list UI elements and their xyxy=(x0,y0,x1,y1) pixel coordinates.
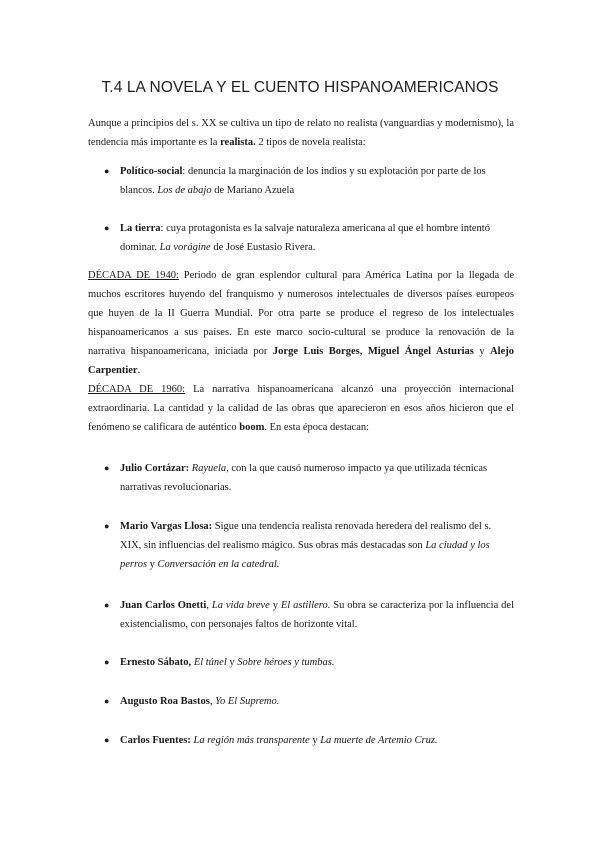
author-name: Mario Vargas Llosa: xyxy=(120,521,213,532)
list-item-political xyxy=(120,162,514,200)
work-title: La ciudad y los perros xyxy=(120,540,490,570)
work-title: El túnel xyxy=(191,657,227,668)
work-title: La región más transparente xyxy=(190,735,310,746)
work-title: La muerte de Artemio Cruz. xyxy=(320,735,438,746)
work-title: El astillero. xyxy=(280,600,331,611)
author-name: Alejo Carpentier xyxy=(88,346,515,376)
author-text: y xyxy=(147,559,158,570)
intro-text-end: 2 tipos de novela realista: xyxy=(255,137,366,148)
bullet-icon: ● xyxy=(104,223,110,233)
author-item-fuentes xyxy=(120,731,514,750)
author-name: Juan Carlos Onetti xyxy=(120,600,207,611)
author-item-onetti xyxy=(120,596,514,634)
sentence-end: . En esta época destacan: xyxy=(264,422,370,433)
author-item-sabato xyxy=(120,653,514,672)
intro-bold: realista. xyxy=(220,137,256,148)
type-description: : denuncia la marginación de los indios y su explotación por parte de los blancos. xyxy=(120,166,486,196)
bullet-icon: ● xyxy=(104,696,110,706)
author-name: Augusto Roa Bastos xyxy=(120,696,210,707)
author-text: Sigue una tendencia realista renovada heredera del realismo del s. XIX, sin influencias del realismo mágico. Sus obras más destacadas son xyxy=(120,521,492,551)
work-title: Yo El Supremo. xyxy=(215,696,280,707)
author-text: , xyxy=(206,600,212,611)
bullet-icon: ● xyxy=(104,657,110,667)
separator: y xyxy=(473,346,491,357)
author-name: Carlos Fuentes: xyxy=(120,735,191,746)
type-name: Político-social xyxy=(120,166,183,177)
author-name: Jorge Luis Borges xyxy=(272,346,360,357)
boom-term: boom xyxy=(239,422,265,433)
decade-1960-paragraph xyxy=(88,380,514,437)
decade-heading: DÉCADA DE 1960: xyxy=(88,384,186,395)
decade-1940-paragraph xyxy=(88,266,514,380)
author-item-cortazar xyxy=(120,459,514,497)
work-author: de José Eustasio Rivera. xyxy=(210,242,316,253)
work-title: La vorágine xyxy=(159,242,211,253)
decade-text: Periodo de gran esplendor cultural para América Latina por la llegada de muchos escritores huyendo del franquismo y numerosos intelectuales de diversos países europeos que huyen de la II Guerra Mundial. Por otra parte se produce el regreso de los intelectuales hispanoamericanos a sus países. En este marco socio-cultural se produce la renovación de la narrativa hispanoamericana, iniciada por xyxy=(88,270,514,357)
author-text: y xyxy=(226,657,238,668)
author-name: Ernesto Sábato, xyxy=(120,657,192,668)
type-description: : cuya protagonista es la salvaje naturaleza americana al que el hombre intentó dominar. xyxy=(120,223,490,253)
bullet-icon: ● xyxy=(104,463,110,473)
work-title: Los de abajo xyxy=(157,185,212,196)
separator: , xyxy=(359,346,368,357)
author-text: , xyxy=(209,696,216,707)
decade-heading: DÉCADA DE 1940: xyxy=(88,270,179,281)
author-text: y xyxy=(269,600,281,611)
work-title: Rayuela xyxy=(189,463,227,474)
bullet-icon: ● xyxy=(104,735,110,745)
type-name: La tierra xyxy=(120,223,161,234)
author-name: Miguel Ángel Asturias xyxy=(367,346,474,357)
intro-text: Aunque a principios del s. XX se cultiva un tipo de relato no realista (vanguardias y modernismo), la tendencia más importante es la xyxy=(88,118,514,148)
work-title: La vida breve xyxy=(211,600,270,611)
work-title: Sobre héroes y tumbas. xyxy=(237,657,335,668)
work-author: de Mariano Azuela xyxy=(211,185,295,196)
work-title: Conversación en la catedral. xyxy=(157,559,280,570)
bullet-icon: ● xyxy=(104,521,110,531)
author-text: y xyxy=(309,735,321,746)
author-text: Su obra se caracteriza por la influencia del existencialismo, con personajes faltos de horizonte vital. xyxy=(120,600,514,630)
bullet-icon: ● xyxy=(104,166,110,176)
author-name: Julio Cortázar: xyxy=(120,463,190,474)
intro-paragraph xyxy=(88,114,514,152)
author-item-roa-bastos xyxy=(120,692,514,711)
sentence-end: . xyxy=(137,365,141,376)
document-title: T.4 LA NOVELA Y EL CUENTO HISPANOAMERICANOS xyxy=(101,79,499,96)
list-item-land xyxy=(120,219,514,257)
bullet-icon: ● xyxy=(104,600,110,610)
author-text: , con la que causó numeroso impacto ya que utilizada técnicas narrativas revolucionarias. xyxy=(120,463,488,493)
author-item-vargas-llosa xyxy=(120,517,514,574)
decade-text: La narrativa hispanoamericana alcanzó una proyección internacional extraordinaria. La cantidad y la calidad de las obras que aparecieron en esos años hicieron que el fenómeno se calificara de auténtico xyxy=(88,384,514,433)
